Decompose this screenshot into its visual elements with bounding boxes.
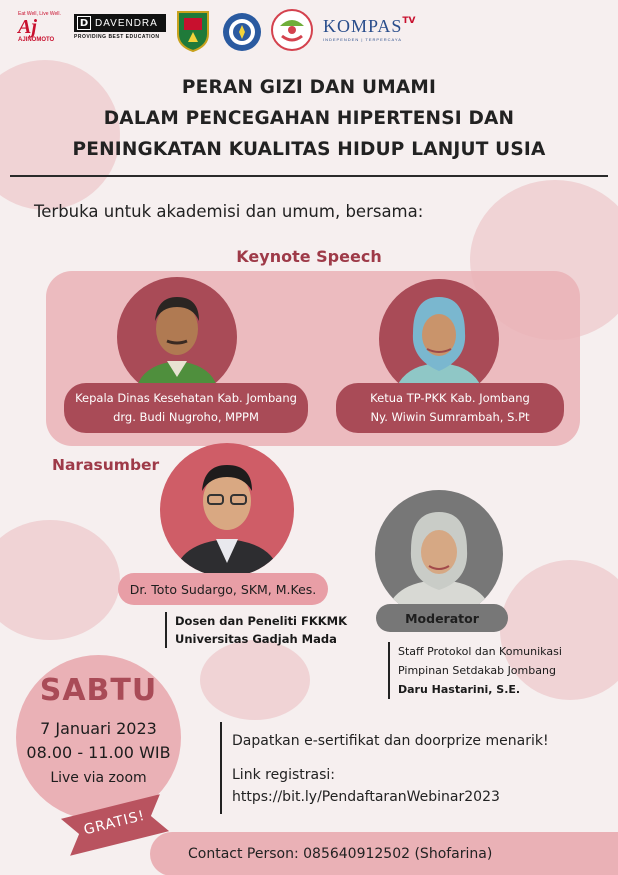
- moderator-badge: Moderator: [376, 604, 508, 632]
- contact-person: Contact Person: 085640912502 (Shofarina): [150, 832, 618, 875]
- ajinomoto-logo: Eat Well, Live Well. Aj AJINOMOTO: [18, 11, 61, 43]
- speaker-role: Kepala Dinas Kesehatan Kab. Jombang: [75, 391, 297, 405]
- keynote-speaker-card: [64, 383, 308, 433]
- title-line: DALAM PENCEGAHAN HIPERTENSI DAN: [103, 108, 515, 129]
- speaker-portrait: [117, 277, 237, 397]
- certificate-note: Dapatkan e-sertifikat dan doorprize menarik!: [232, 733, 549, 749]
- davendra-logo: D DAVENDRA PROVIDING BEST EDUCATION: [74, 14, 166, 40]
- event-date: 7 Januari 2023: [40, 719, 157, 738]
- moderator-portrait: [375, 490, 503, 618]
- event-info: [220, 722, 549, 814]
- speaker-role: Ketua TP-PKK Kab. Jombang: [370, 391, 530, 405]
- speaker-name: Ny. Wiwin Sumrambah, S.Pt: [370, 410, 530, 424]
- event-title: [0, 72, 618, 165]
- event-platform: Live via zoom: [50, 770, 147, 786]
- sponsor-logos: [18, 8, 600, 56]
- keynote-speaker-card: [336, 383, 564, 433]
- paint-splash: [200, 640, 310, 720]
- event-time: 08.00 - 11.00 WIB: [26, 743, 171, 762]
- dapur-umami-logo: [270, 8, 314, 52]
- narasumber-name-card: Dr. Toto Sudargo, SKM, M.Kes.: [118, 573, 328, 605]
- title-divider: [10, 175, 608, 177]
- moderator-details: Staff Protokol dan Komunikasi Pimpinan Setdakab Jombang Daru Hastarini, S.E.: [388, 642, 562, 699]
- moderator-name: Daru Hastarini, S.E.: [398, 683, 521, 696]
- jombang-crest-icon: [176, 10, 210, 52]
- narasumber-affiliation: Dosen dan Peneliti FKKMK Universitas Gadjah Mada: [165, 612, 347, 648]
- free-badge: GRATIS!: [60, 792, 169, 857]
- registration-link[interactable]: https://bit.ly/PendaftaranWebinar2023: [232, 789, 500, 805]
- narasumber-heading: Narasumber: [52, 456, 160, 474]
- intro-text: Terbuka untuk akademisi dan umum, bersama:: [34, 202, 424, 221]
- paint-splash: [0, 520, 120, 640]
- institution-seal-icon: [222, 12, 262, 52]
- speaker-portrait: [379, 279, 499, 399]
- registration-label: Link registrasi:: [232, 767, 335, 783]
- kompas-tv-logo: $KOMPAS^{TV}$ INDEPENDEN | TERPERCAYA: [323, 16, 416, 42]
- event-day: SABTU: [39, 673, 158, 708]
- narasumber-portrait: [160, 443, 294, 577]
- speaker-name: drg. Budi Nugroho, MPPM: [113, 410, 259, 424]
- keynote-heading: Keynote Speech: [236, 247, 382, 266]
- title-line: PENINGKATAN KUALITAS HIDUP LANJUT USIA: [72, 139, 546, 160]
- title-line: PERAN GIZI DAN UMAMI: [181, 77, 437, 98]
